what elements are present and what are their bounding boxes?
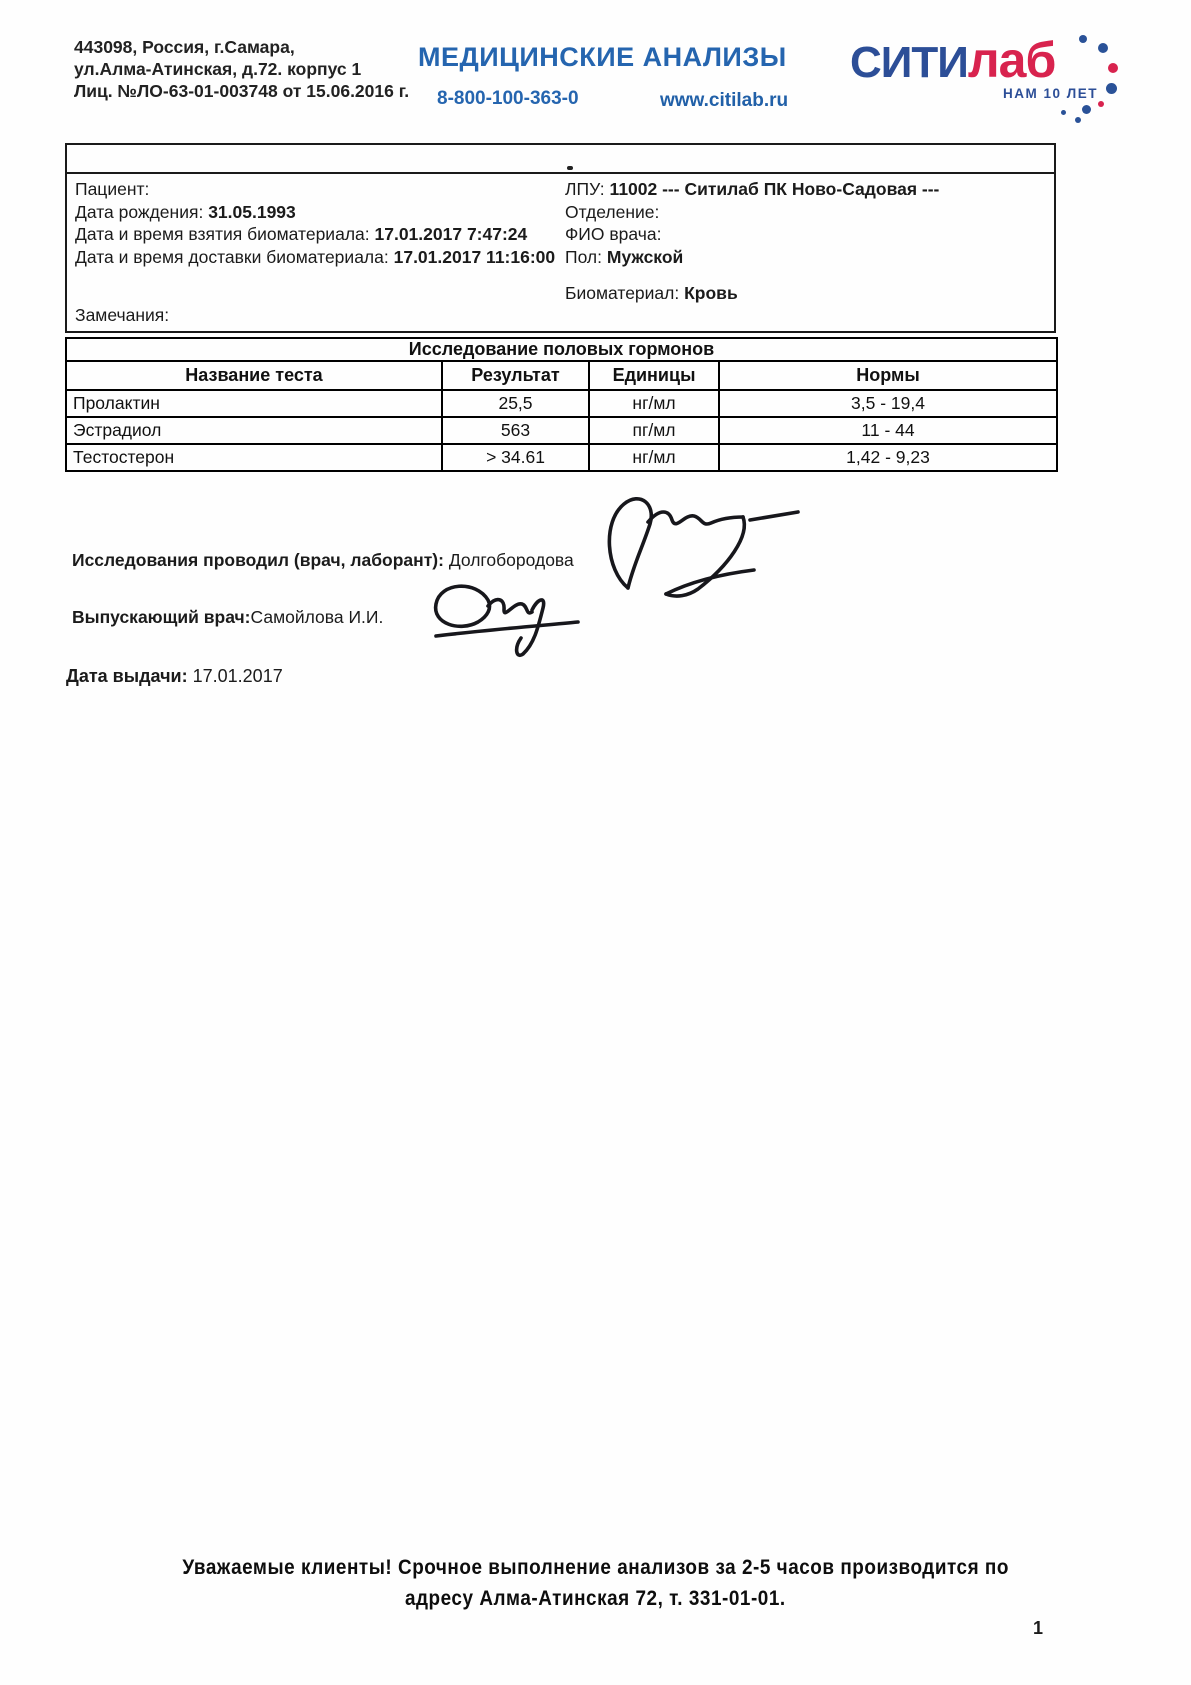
column-header-test-name: Название теста — [66, 361, 442, 390]
cell-norms: 11 - 44 — [719, 417, 1057, 444]
patient-field — [565, 201, 939, 224]
results-table-title: Исследование половых гормонов — [66, 338, 1057, 361]
patient-field — [75, 201, 555, 224]
field-value: Мужской — [606, 246, 684, 267]
table-row — [66, 390, 1057, 417]
signature-release-doctor — [426, 578, 591, 663]
column-header-units: Единицы — [589, 361, 719, 390]
logo-text-blue: СИТИ — [850, 38, 968, 87]
remarks-label: Замечания: — [75, 305, 170, 325]
field-label: Пациент: — [75, 179, 150, 199]
patient-field — [75, 178, 555, 201]
address-line: Лиц. №ЛО-63-01-003748 от 15.06.2016 г. — [74, 81, 410, 101]
address-line: ул.Алма-Атинская, д.72. корпус 1 — [74, 59, 362, 79]
patient-fields-left — [75, 178, 555, 268]
issue-date-value: 17.01.2017 — [192, 666, 283, 686]
logo-dot-icon — [1079, 35, 1087, 43]
field-label: Дата и время доставки биоматериала: — [75, 246, 389, 267]
release-doctor-line — [72, 607, 383, 628]
medical-analyses-title: МЕДИЦИНСКИЕ АНАЛИЗЫ — [418, 42, 787, 72]
cell-units: нг/мл — [589, 444, 719, 471]
logo-dot-icon — [1075, 117, 1081, 123]
cell-test-name: Эстрадиол — [66, 417, 442, 444]
patient-field — [565, 178, 939, 201]
citilab-logo — [850, 32, 1056, 88]
results-table-header-row — [66, 361, 1057, 390]
field-label: Пол: — [565, 246, 602, 267]
field-label: Отделение: — [565, 201, 660, 222]
cell-units: нг/мл — [589, 390, 719, 417]
logo-tagline: НАМ 10 ЛЕТ — [1003, 86, 1098, 101]
footer-notice-line1: Уважаемые клиенты! Срочное выполнение анализов за 2-5 часов производится по — [182, 1555, 1009, 1579]
cell-result: 25,5 — [442, 390, 589, 417]
logo-dot-icon — [1108, 63, 1118, 73]
cell-result: 563 — [442, 417, 589, 444]
logo-dot-icon — [1106, 83, 1117, 94]
patient-field — [565, 223, 939, 246]
logo-dot-icon — [1098, 101, 1104, 107]
performed-by-label: Исследования проводил (врач, лаборант): — [72, 550, 444, 570]
cell-norms: 3,5 - 19,4 — [719, 390, 1057, 417]
field-value: 17.01.2017 11:16:00 — [393, 246, 556, 267]
logo-dot-icon — [1061, 110, 1066, 115]
field-label: Дата рождения: — [75, 201, 204, 222]
performed-by-name: Долгобородова — [448, 550, 574, 570]
logo-text-red: лаб — [967, 32, 1056, 88]
biomaterial-field — [565, 283, 738, 304]
performed-by-line — [72, 550, 574, 571]
results-table-title-row — [66, 338, 1057, 361]
cell-result: > 34.61 — [442, 444, 589, 471]
patient-field — [75, 223, 555, 246]
field-value: 17.01.2017 7:47:24 — [374, 224, 528, 244]
patient-box-divider — [67, 172, 1054, 174]
results-table — [65, 337, 1058, 472]
field-value: Кровь — [684, 283, 738, 303]
cell-test-name: Пролактин — [66, 390, 442, 417]
cell-units: пг/мл — [589, 417, 719, 444]
release-doctor-label: Выпускающий врач: — [72, 607, 251, 627]
logo-dot-icon — [1082, 105, 1091, 114]
patient-fields-right — [565, 178, 939, 268]
cell-norms: 1,42 - 9,23 — [719, 444, 1057, 471]
field-label: Биоматериал: — [565, 283, 680, 303]
cell-test-name: Тестостерон — [66, 444, 442, 471]
logo-dot-icon — [1098, 43, 1108, 53]
field-label: Дата и время взятия биоматериала: — [75, 224, 370, 244]
table-row — [66, 444, 1057, 471]
field-value: 11002 --- Ситилаб ПК Ново-Садовая --- — [609, 179, 940, 199]
patient-field — [565, 246, 939, 269]
lab-address-block — [74, 36, 409, 102]
website-url: www.citilab.ru — [660, 90, 789, 111]
patient-info-box — [65, 143, 1056, 333]
table-row — [66, 417, 1057, 444]
field-label: ЛПУ: — [565, 179, 605, 199]
issue-date-label: Дата выдачи: — [66, 666, 188, 686]
address-line: 443098, Россия, г.Самара, — [74, 37, 295, 57]
page-number: 1 — [1033, 1618, 1044, 1638]
scan-speck — [567, 166, 573, 170]
field-value: 31.05.1993 — [208, 201, 296, 222]
column-header-norms: Нормы — [719, 361, 1057, 390]
field-label: ФИО врача: — [565, 224, 662, 244]
issue-date-line — [66, 666, 283, 687]
release-doctor-name: Самойлова И.И. — [250, 607, 384, 627]
signature-performed-by — [598, 490, 808, 605]
patient-field — [75, 246, 555, 269]
hotline-phone: 8-800-100-363-0 — [437, 88, 579, 109]
footer-notice-line2: адресу Алма-Атинская 72, т. 331-01-01. — [405, 1586, 786, 1610]
column-header-result: Результат — [442, 361, 589, 390]
footer-notice — [0, 1552, 1191, 1614]
